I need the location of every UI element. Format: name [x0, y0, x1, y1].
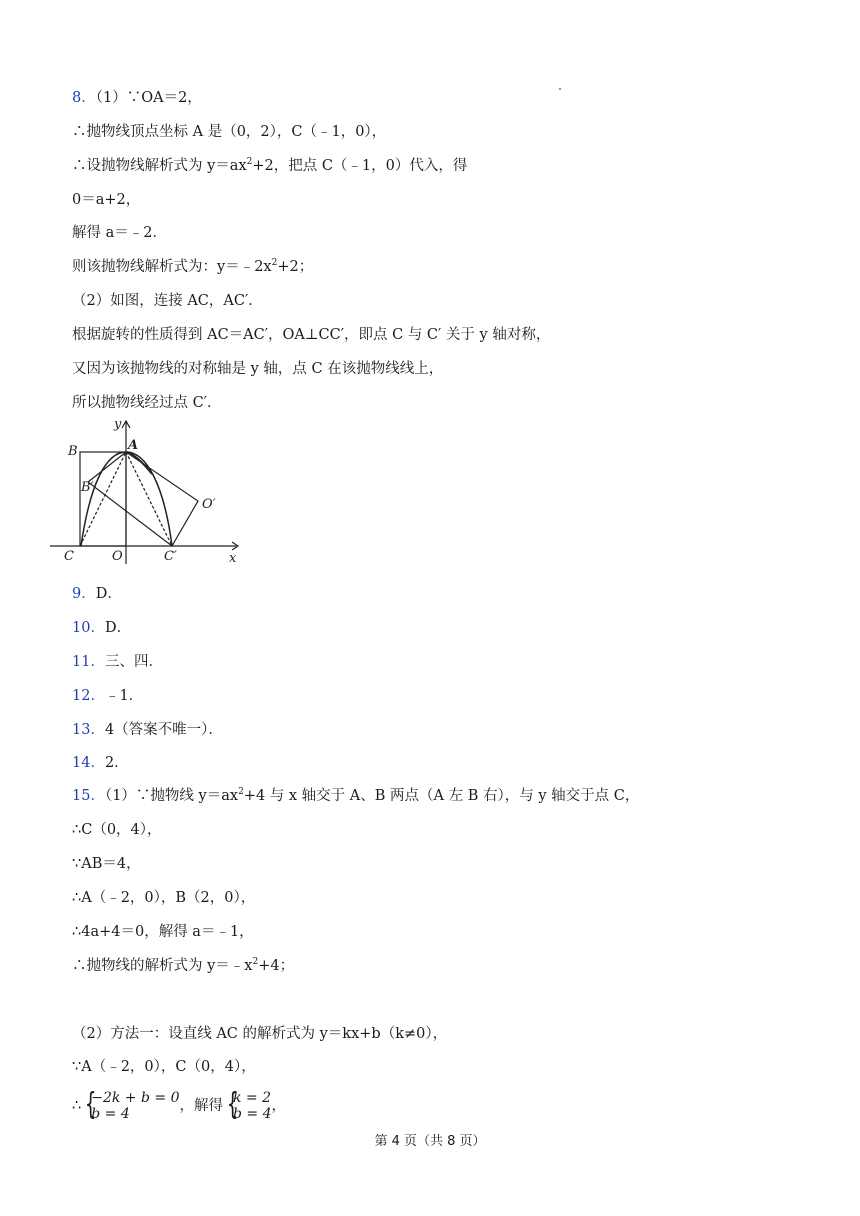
- label-c-prime: C′: [164, 549, 177, 564]
- question-number: 13．: [72, 722, 105, 738]
- q8-line-4: 0＝a+2，: [72, 192, 141, 208]
- q8-line-3: ∴设抛物线解析式为 $y=ax^2+2$，把点 C（﹣1，0）代入，得: [72, 157, 468, 174]
- equation-system-1: { −2k + b = 0 b = 4: [85, 1087, 180, 1122]
- q8-line-6: 则该抛物线解析式为：$y=﹣2x^2+2$；: [72, 258, 314, 275]
- answer-line: [72, 753, 129, 773]
- q15-line-9: ∴ { −2k + b = 0 b = 4 ，解得 { k = 2 b = 4 ，: [72, 1087, 286, 1122]
- answer-line: [72, 618, 131, 638]
- q15-line-1: 15．（1）∵抛物线 $y=ax^2+4$ 与 x 轴交于 A、B 两点（A 左 B 右），与 y 轴交于点 C，: [72, 787, 640, 804]
- question-number: 15．: [72, 788, 105, 804]
- answer-text: ﹣1．: [104, 688, 144, 704]
- answer-text: D．: [104, 620, 132, 636]
- answer-text: 三、四．: [104, 654, 163, 670]
- question-number: 11．: [72, 654, 105, 670]
- q8-line-9: 又因为该抛物线的对称轴是 y 轴，点 C 在该抛物线线上，: [72, 361, 444, 377]
- answer-text: 4（答案不唯一）．: [104, 722, 223, 738]
- q8-line-1: 8．（1）∵OA＝2，: [72, 90, 202, 106]
- answer-line: [72, 652, 163, 672]
- label-y: y: [114, 417, 122, 432]
- segment-ac: [80, 452, 126, 546]
- label-o-prime: O′: [202, 497, 216, 512]
- q8-line-10: 所以抛物线经过点 C′．: [72, 395, 222, 411]
- q15-line-4: ∴A（﹣2，0），B（2，0），: [72, 890, 256, 906]
- q15-line-6: ∴抛物线的解析式为 $y=﹣x^2+4$；: [72, 957, 295, 974]
- q15-line-5: ∴4a+4＝0，解得 a＝﹣1，: [72, 924, 254, 940]
- q8-line-2: ∴抛物线顶点坐标 A 是（0，2），C（﹣1，0），: [72, 124, 387, 140]
- q15-line-8: ∵A（﹣2，0），C（0，4），: [72, 1059, 256, 1075]
- label-o: O: [112, 549, 123, 564]
- q15-line-3: ∵AB＝4，: [72, 856, 141, 872]
- page-footer: 第 4 页（共 8 页）: [374, 1134, 486, 1149]
- question-number: 12．: [72, 688, 105, 704]
- answer-text: 2．: [104, 755, 129, 771]
- question-number: 9．: [72, 586, 96, 602]
- q15-line-7: （2）方法一：设直线 AC 的解析式为 y＝kx+b（k≠0），: [72, 1026, 448, 1042]
- stray-dot: [559, 88, 561, 90]
- segment-ac-prime: [126, 452, 172, 546]
- label-a: A: [128, 438, 139, 453]
- label-b-prime: B′: [81, 480, 94, 495]
- question-number: 8．: [72, 90, 96, 106]
- q8-line-5: 解得 a＝﹣2．: [72, 225, 167, 241]
- label-x: x: [229, 551, 237, 566]
- answer-line: [72, 686, 143, 706]
- question-number: 14．: [72, 755, 105, 771]
- q8-line-7: （2）如图，连接 AC，AC′．: [72, 293, 263, 309]
- q15-line-2: ∴C（0，4），: [72, 822, 162, 838]
- answer-line: [72, 720, 223, 740]
- label-c: C: [64, 549, 74, 564]
- q8-line-8: 根据旋转的性质得到 AC＝AC′，OA⊥CC′，即点 C 与 C′ 关于 y 轴对称，: [72, 327, 551, 343]
- label-b: B: [68, 444, 78, 459]
- question-number: 10．: [72, 620, 105, 636]
- equation-system-2: { k = 2 b = 4: [226, 1087, 272, 1122]
- answer-line: [72, 584, 122, 604]
- answer-text: D．: [95, 586, 122, 602]
- geometry-figure: [48, 414, 248, 572]
